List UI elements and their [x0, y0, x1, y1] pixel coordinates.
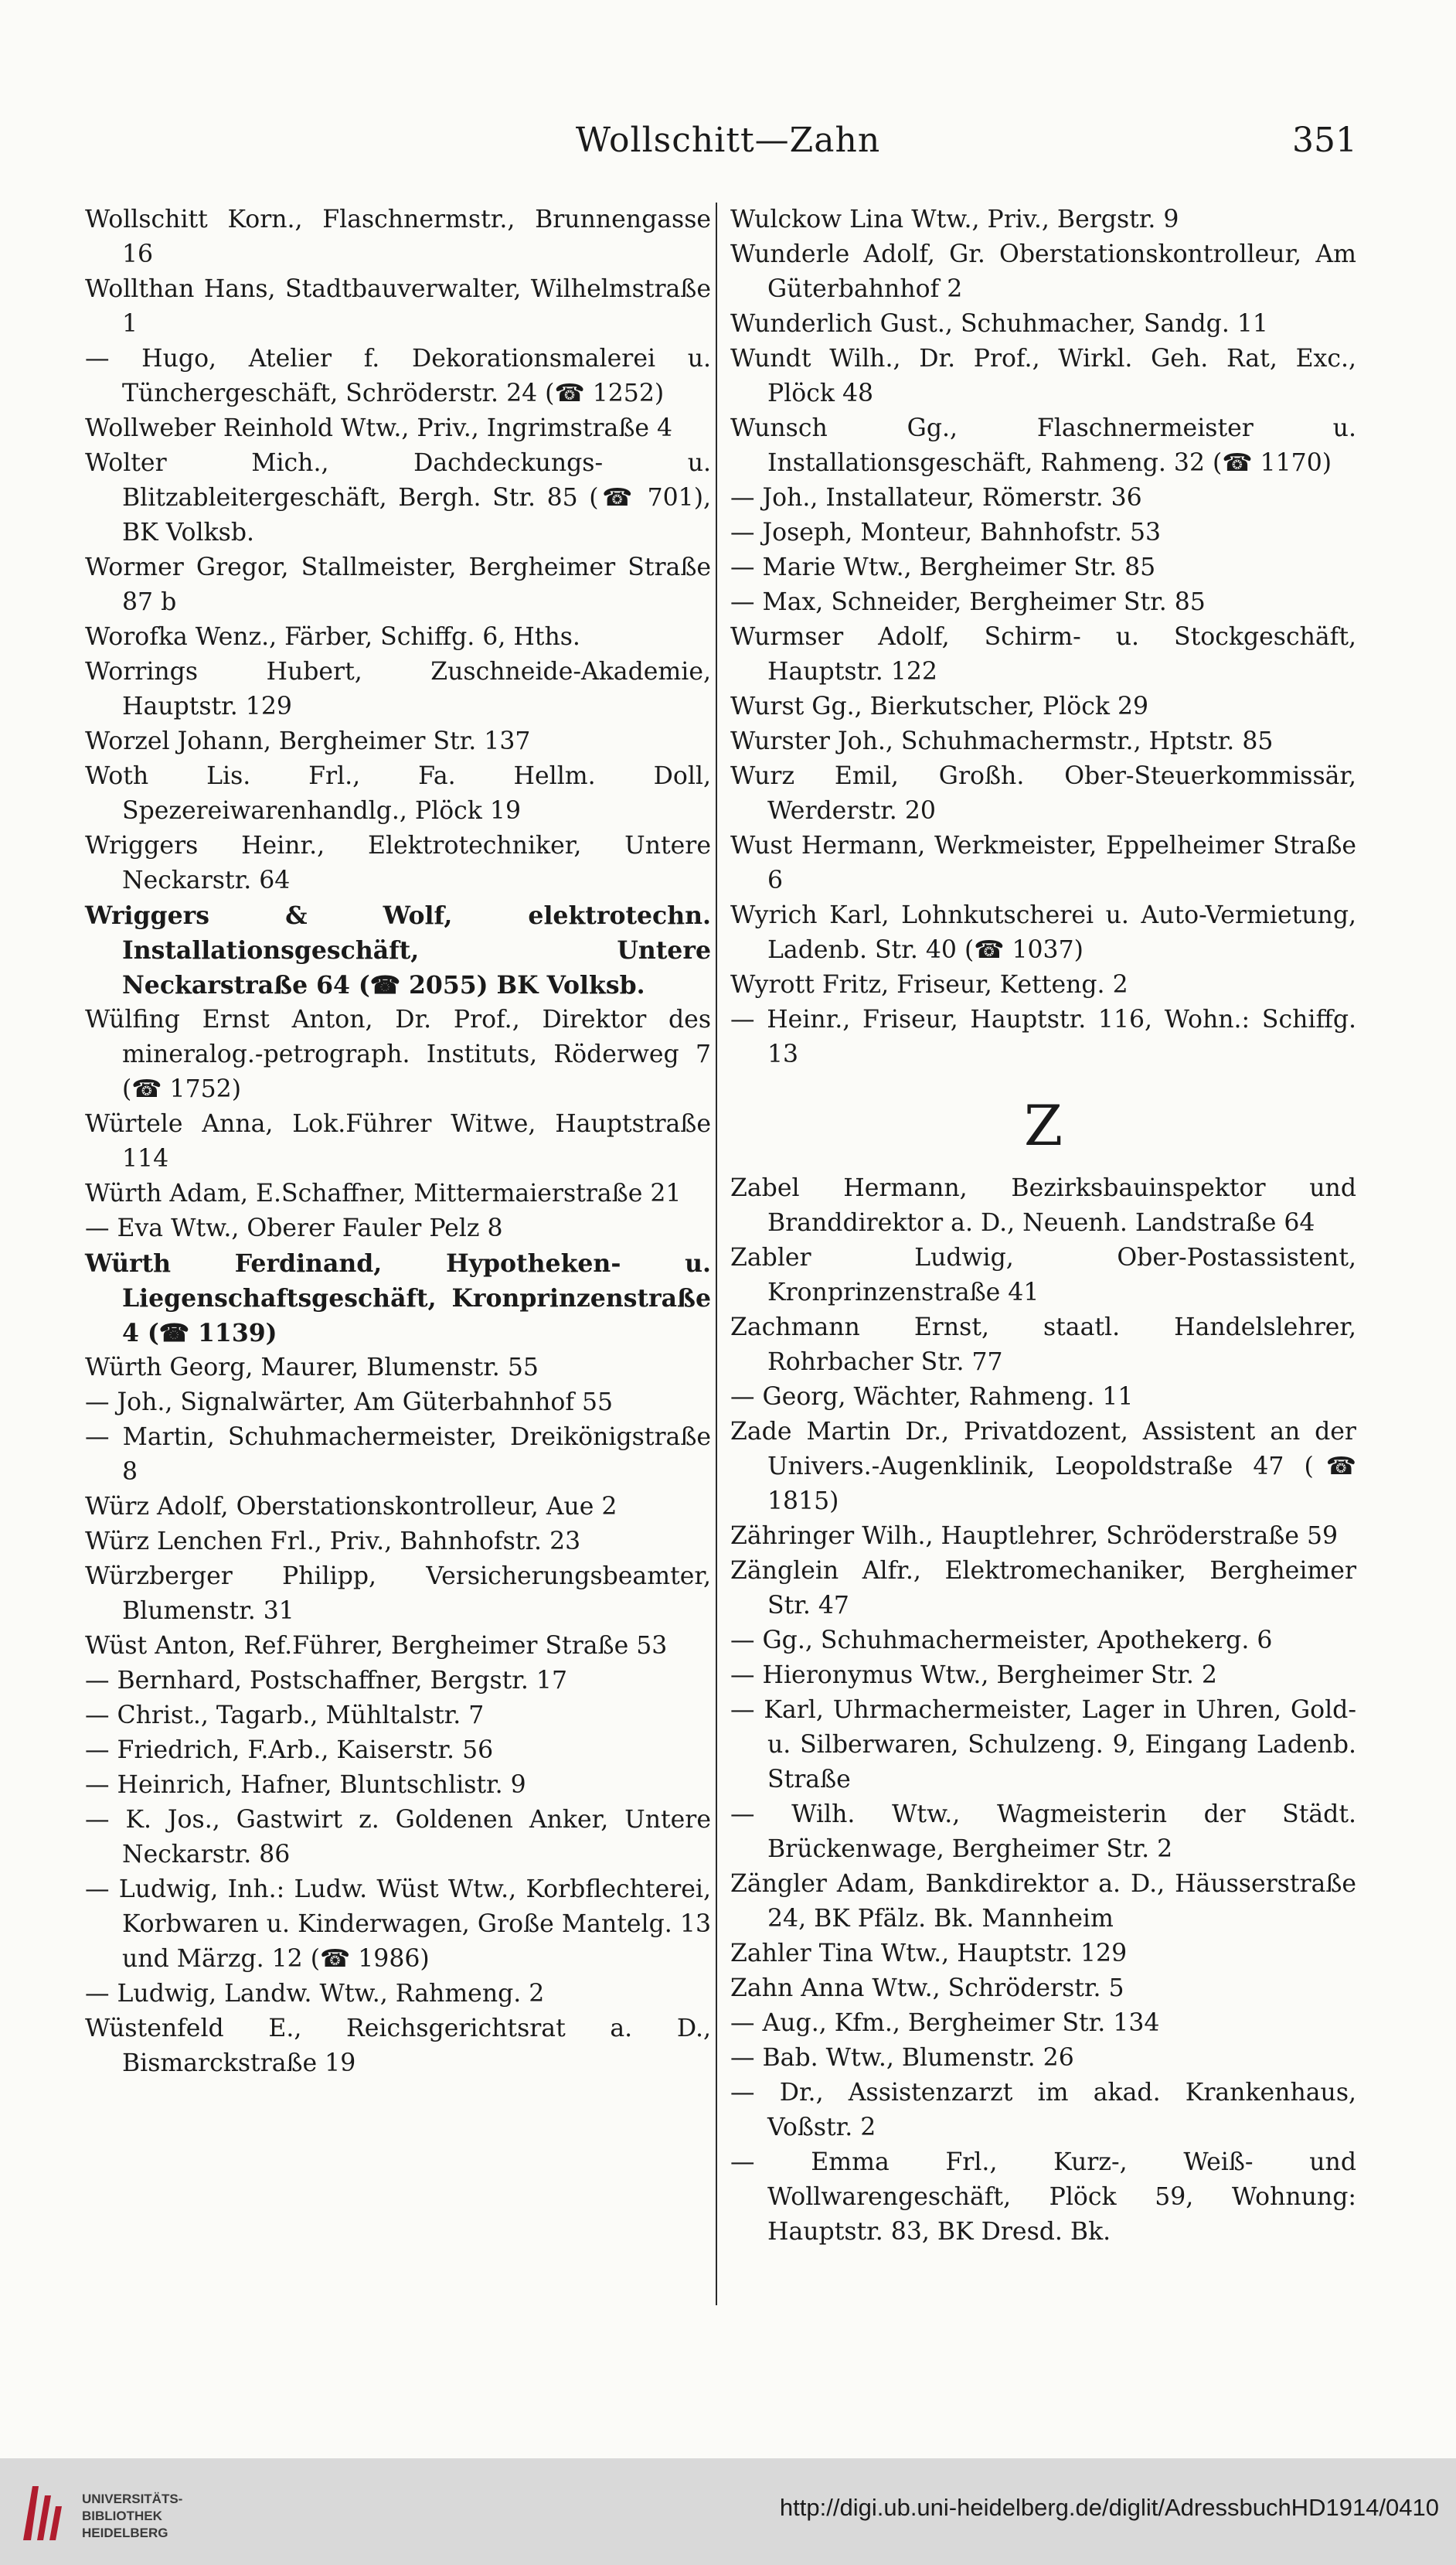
directory-entry: Wriggers & Wolf, elektrotechn. Installationsgeschäft, Untere Neckarstraße 64 (☎ 2055) BK Volksb. [85, 901, 711, 1000]
directory-entry: Würth Ferdinand, Hypotheken- u. Liegenschaftsgeschäft, Kronprinzenstraße 4 (☎ 1139) [85, 1249, 711, 1347]
right-column-z-entries [730, 1171, 1356, 2250]
directory-entry: Wormer Gregor, Stallmeister, Bergheimer Straße 87 b [85, 554, 711, 616]
directory-entry: — K. Jos., Gastwirt z. Goldenen Anker, Untere Neckarstr. 86 [85, 1806, 711, 1868]
directory-entry: — Max, Schneider, Bergheimer Str. 85 [730, 588, 1206, 616]
directory-entry: — Hugo, Atelier f. Dekorationsmalerei u. Tünchergeschäft, Schröderstr. 24 (☎ 1252) [85, 345, 711, 407]
directory-entry: — Heinrich, Hafner, Bluntschlistr. 9 [85, 1771, 526, 1799]
directory-entry: Wunderle Adolf, Gr. Oberstationskontrolleur, Am Güterbahnhof 2 [730, 240, 1356, 303]
directory-entry: — Joseph, Monteur, Bahnhofstr. 53 [730, 519, 1162, 547]
directory-entry: — Wilh. Wtw., Wagmeisterin der Städt. Brückenwage, Bergheimer Str. 2 [730, 1800, 1356, 1863]
directory-entry: — Bernhard, Postschaffner, Bergstr. 17 [85, 1667, 568, 1695]
directory-entry: — Emma Frl., Kurz-, Weiß- und Wollwarengeschäft, Plöck 59, Wohnung: Hauptstr. 83, BK Dresd. Bk. [730, 2148, 1356, 2246]
directory-entry: — Dr., Assistenzarzt im akad. Krankenhaus, Voßstr. 2 [730, 2079, 1356, 2141]
directory-entry: Wurmser Adolf, Schirm- u. Stockgeschäft, Hauptstr. 122 [730, 623, 1356, 686]
directory-entry: Zängler Adam, Bankdirektor a. D., Häusserstraße 24, BK Pfälz. Bk. Mannheim [730, 1870, 1356, 1933]
directory-entry: Wunsch Gg., Flaschnermeister u. Installationsgeschäft, Rahmeng. 32 (☎ 1170) [730, 414, 1356, 477]
directory-entry: — Heinr., Friseur, Hauptstr. 116, Wohn.: Schiffg. 13 [730, 1006, 1356, 1068]
directory-entry: Wriggers Heinr., Elektrotechniker, Untere Neckarstr. 64 [85, 832, 711, 894]
directory-entry: Zahn Anna Wtw., Schröderstr. 5 [730, 1974, 1124, 2002]
directory-entry: Wolter Mich., Dachdeckungs- u. Blitzableitergeschäft, Bergh. Str. 85 (☎ 701), BK Volksb. [85, 449, 711, 547]
right-column [730, 203, 1356, 2250]
directory-entry: — Joh., Installateur, Römerstr. 36 [730, 484, 1142, 512]
directory-entry: — Joh., Signalwärter, Am Güterbahnhof 55 [85, 1388, 614, 1416]
directory-entry: Zähringer Wilh., Hauptlehrer, Schröderstraße 59 [730, 1522, 1339, 1550]
section-letter: Z [1023, 1093, 1063, 1158]
right-column-w-entries [730, 203, 1356, 1072]
page-number: 351 [1292, 121, 1357, 160]
directory-entry: — Ludwig, Landw. Wtw., Rahmeng. 2 [85, 1980, 545, 2008]
directory-entry: Zabel Hermann, Bezirksbauinspektor und Branddirektor a. D., Neuenh. Landstraße 64 [730, 1174, 1356, 1237]
directory-entry: — Bab. Wtw., Blumenstr. 26 [730, 2044, 1074, 2072]
directory-entry: — Hieronymus Wtw., Bergheimer Str. 2 [730, 1661, 1217, 1689]
directory-entry: Wollweber Reinhold Wtw., Priv., Ingrimstraße 4 [85, 414, 673, 442]
directory-entry: — Martin, Schuhmachermeister, Dreikönigstraße 8 [85, 1423, 711, 1486]
directory-entry: — Christ., Tagarb., Mühltalstr. 7 [85, 1701, 485, 1729]
directory-entry: Zänglein Alfr., Elektromechaniker, Bergheimer Str. 47 [730, 1557, 1356, 1620]
directory-entry: — Ludwig, Inh.: Ludw. Wüst Wtw., Korbflechterei, Korbwaren u. Kinderwagen, Große Mantelg. 13 und Märzg. 12 (☎ 1986) [85, 1875, 711, 1973]
directory-entry: Würtele Anna, Lok.Führer Witwe, Hauptstraße 114 [85, 1110, 711, 1173]
directory-entry: — Georg, Wächter, Rahmeng. 11 [730, 1383, 1134, 1411]
library-name-line1: UNIVERSITÄTS- [82, 2492, 183, 2506]
library-logo-icon [15, 2478, 66, 2545]
directory-entry: Wyrott Fritz, Friseur, Ketteng. 2 [730, 971, 1128, 999]
directory-entry: Wundt Wilh., Dr. Prof., Wirkl. Geh. Rat, Exc., Plöck 48 [730, 345, 1356, 407]
directory-entry: Woth Lis. Frl., Fa. Hellm. Doll, Spezereiwarenhandlg., Plöck 19 [85, 762, 711, 825]
directory-entry: — Marie Wtw., Bergheimer Str. 85 [730, 554, 1156, 581]
directory-entry: Zade Martin Dr., Privatdozent, Assistent an der Univers.-Augenklinik, Leopoldstraße 47 (☎ 1815) [730, 1418, 1356, 1515]
directory-entry: Würz Adolf, Oberstationskontrolleur, Aue 2 [85, 1493, 617, 1521]
directory-entry: — Eva Wtw., Oberer Fauler Pelz 8 [85, 1214, 503, 1242]
directory-entry: Worzel Johann, Bergheimer Str. 137 [85, 727, 531, 755]
directory-entry: Wollschitt Korn., Flaschnermstr., Brunnengasse 16 [85, 206, 711, 268]
directory-entry: Wunderlich Gust., Schuhmacher, Sandg. 11 [730, 310, 1268, 338]
directory-entry: Würth Georg, Maurer, Blumenstr. 55 [85, 1354, 539, 1381]
directory-entry: Wyrich Karl, Lohnkutscherei u. Auto-Vermietung, Ladenb. Str. 40 (☎ 1037) [730, 901, 1356, 964]
library-name-line2: BIBLIOTHEK [82, 2509, 162, 2523]
library-name [82, 2491, 182, 2542]
directory-entry: — Aug., Kfm., Bergheimer Str. 134 [730, 2009, 1160, 2037]
page-header [0, 114, 1456, 169]
directory-entry: Wüst Anton, Ref.Führer, Bergheimer Straße 53 [85, 1632, 668, 1660]
directory-entry: Würz Lenchen Frl., Priv., Bahnhofstr. 23 [85, 1528, 581, 1555]
footer-bar [0, 2458, 1456, 2565]
left-column [85, 203, 711, 2081]
source-url-link[interactable]: http://digi.ub.uni-heidelberg.de/diglit/AdressbuchHD1914/0410 [779, 2494, 1439, 2521]
directory-entry: Wurz Emil, Großh. Ober-Steuerkommissär, Werderstr. 20 [730, 762, 1356, 825]
directory-entry: Wülfing Ernst Anton, Dr. Prof., Direktor des mineralog.-petrograph. Instituts, Röderweg 7 (☎ 1752) [85, 1006, 711, 1103]
directory-entry: Würth Adam, E.Schaffner, Mittermaierstraße 21 [85, 1180, 682, 1208]
directory-entry: Worrings Hubert, Zuschneide-Akademie, Hauptstr. 129 [85, 658, 711, 720]
directory-entry: Wollthan Hans, Stadtbauverwalter, Wilhelmstraße 1 [85, 275, 711, 338]
directory-entry: Zachmann Ernst, staatl. Handelslehrer, Rohrbacher Str. 77 [730, 1313, 1356, 1376]
directory-entry: Wurst Gg., Bierkutscher, Plöck 29 [730, 693, 1149, 720]
directory-entry: — Friedrich, F.Arb., Kaiserstr. 56 [85, 1736, 494, 1764]
directory-entry: Worofka Wenz., Färber, Schiffg. 6, Hths. [85, 623, 580, 651]
directory-entry: Zahler Tina Wtw., Hauptstr. 129 [730, 1940, 1128, 1967]
directory-entry: — Gg., Schuhmachermeister, Apothekerg. 6 [730, 1627, 1273, 1654]
directory-entry: Wüstenfeld E., Reichsgerichtsrat a. D., Bismarckstraße 19 [85, 2015, 711, 2077]
directory-entry: Wulckow Lina Wtw., Priv., Bergstr. 9 [730, 206, 1179, 233]
directory-entry: Zabler Ludwig, Ober-Postassistent, Kronprinzenstraße 41 [730, 1244, 1356, 1306]
running-title: Wollschitt—Zahn [575, 121, 881, 160]
library-name-line3: HEIDELBERG [82, 2526, 168, 2540]
directory-entry: Würzberger Philipp, Versicherungsbeamter, Blumenstr. 31 [85, 1562, 711, 1625]
column-divider [716, 203, 717, 2305]
directory-entry: — Karl, Uhrmachermeister, Lager in Uhren, Gold- u. Silberwaren, Schulzeng. 9, Eingang Ladenb. Straße [730, 1696, 1356, 1793]
directory-entry: Wurster Joh., Schuhmachermstr., Hptstr. 85 [730, 727, 1274, 755]
directory-entry: Wust Hermann, Werkmeister, Eppelheimer Straße 6 [730, 832, 1356, 894]
